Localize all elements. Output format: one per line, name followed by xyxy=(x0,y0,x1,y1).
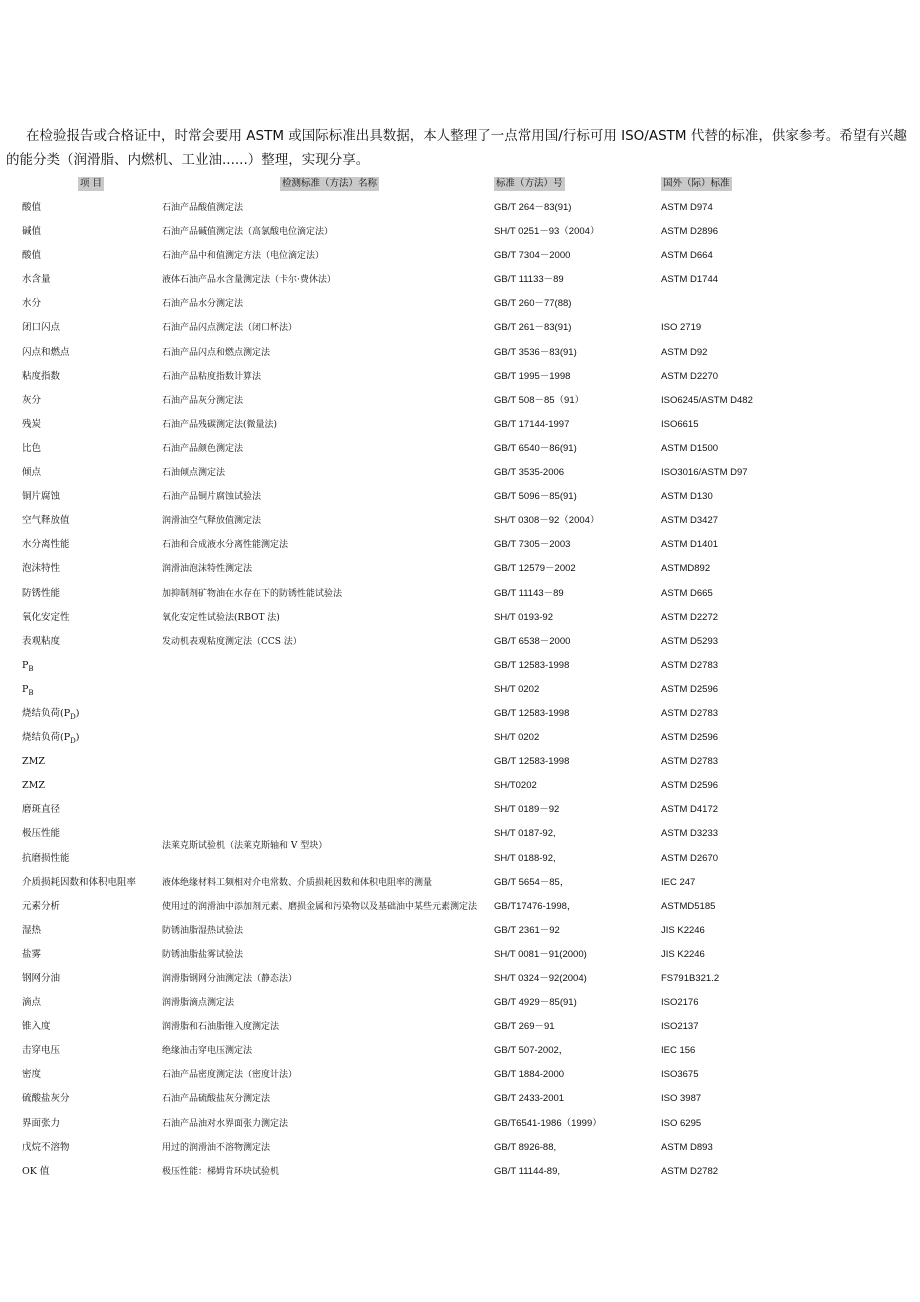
header-foreign-standard: 国外（际）标准 xyxy=(663,178,730,189)
standard-number-cell: GB/T 2433-2001 xyxy=(494,1093,565,1105)
item-cell: 水含量 xyxy=(22,274,51,286)
foreign-standard-cell: IEC 247 xyxy=(661,876,696,888)
item-cell: 磨斑直径 xyxy=(22,804,61,816)
foreign-standard-cell: IEC 156 xyxy=(661,1045,696,1057)
method-name-cell: 石油和合成液水分离性能测定法 xyxy=(162,540,289,551)
standard-number-cell: GB/T 11144-89, xyxy=(494,1165,561,1177)
item-cell: 界面张力 xyxy=(22,1117,61,1129)
foreign-standard-cell: ASTM D3427 xyxy=(661,515,719,527)
item-cell: ZMZ xyxy=(22,780,45,792)
foreign-standard-cell: ASTM D2596 xyxy=(661,780,719,792)
foreign-standard-cell: ASTM D893 xyxy=(661,1141,713,1153)
standard-number-cell: SH/T 0324－92(2004) xyxy=(494,973,587,984)
method-name-cell: 使用过的润滑油中添加剂元素、磨损金属和污染物以及基础油中某些元素测定法 xyxy=(162,901,478,912)
standard-number-cell: GB/T 507-2002， xyxy=(494,1045,569,1057)
method-name-cell: 石油产品密度测定法（密度计法） xyxy=(162,1070,298,1081)
method-name-cell: 润滑脂滴点测定法 xyxy=(162,998,235,1009)
table-row xyxy=(0,1015,920,1039)
standard-number-cell: GB/T 3535-2006 xyxy=(494,467,565,479)
item-cell: 烧结负荷$(P_D)$ xyxy=(22,732,80,745)
table-row xyxy=(0,389,920,413)
table-row xyxy=(0,461,920,485)
foreign-standard-cell: ASTM D974 xyxy=(661,202,713,213)
standard-number-cell: GB/T 12579－2002 xyxy=(494,563,576,575)
method-name-cell: 石油产品粘度指数计算法 xyxy=(162,371,262,382)
table-row xyxy=(0,702,920,726)
table-row xyxy=(0,1136,920,1160)
foreign-standard-cell: FS791B321.2 xyxy=(661,973,720,984)
table-row xyxy=(0,268,920,292)
item-cell: 水分离性能 xyxy=(22,539,70,551)
method-name-cell: 润滑油空气释放值测定法 xyxy=(162,516,262,527)
foreign-standard-cell: ISO2137 xyxy=(661,1021,699,1033)
foreign-standard-cell: ASTM D2783 xyxy=(661,659,719,671)
table-row xyxy=(0,557,920,581)
standard-number-cell: SH/T 0187-92, xyxy=(494,828,556,840)
foreign-standard-cell: ASTM D2272 xyxy=(661,611,719,623)
table-row xyxy=(0,847,920,871)
item-cell: $P_B$ xyxy=(22,659,34,673)
standard-number-cell: GB/T 17144-1997 xyxy=(494,418,570,430)
standard-number-cell: GB/T 12583-1998 xyxy=(494,659,570,671)
standard-number-cell: SH/T 0202 xyxy=(494,683,540,695)
foreign-standard-cell: ASTM D2783 xyxy=(661,707,719,719)
table-row xyxy=(0,871,920,895)
standard-number-cell: SH/T 0188-92, xyxy=(494,852,556,864)
table-row xyxy=(0,726,920,750)
standard-number-cell: GB/T 261－83(91) xyxy=(494,322,572,334)
standard-number-cell: SH/T 0081－91(2000) xyxy=(494,948,587,960)
table-row xyxy=(0,750,920,774)
table-row xyxy=(0,1160,920,1184)
method-name-cell: 石油产品颜色测定法 xyxy=(162,443,244,454)
foreign-standard-cell: ASTM D665 xyxy=(661,587,713,599)
foreign-standard-cell: ISO3675 xyxy=(661,1069,699,1081)
method-name-cell: 润滑油泡沫特性测定法 xyxy=(162,564,253,575)
standard-number-cell: GB/T 269－91 xyxy=(494,1021,555,1033)
foreign-standard-cell: ASTM D2596 xyxy=(661,732,719,744)
table-row xyxy=(0,533,920,557)
standard-number-cell: GB/T 6540－86(91) xyxy=(494,442,577,454)
item-cell: 酸值 xyxy=(22,250,42,262)
item-cell: 击穿电压 xyxy=(22,1045,61,1057)
item-cell: 盐雾 xyxy=(22,948,42,960)
table-row xyxy=(0,606,920,630)
standard-number-cell: GB/T 3536－83(91) xyxy=(494,346,577,358)
foreign-standard-cell: ASTM D2596 xyxy=(661,683,719,695)
item-cell: 防锈性能 xyxy=(22,587,61,599)
item-cell: 表观粘度 xyxy=(22,635,61,647)
table-row xyxy=(0,774,920,798)
item-cell: 抗磨损性能 xyxy=(22,852,70,864)
item-cell: 硫酸盐灰分 xyxy=(22,1093,70,1105)
method-name-cell: 液体石油产品水含量测定法（卡尔·费休法） xyxy=(162,275,336,286)
standards-table xyxy=(0,196,920,1184)
method-name-cell: 绝缘油击穿电压测定法 xyxy=(162,1046,253,1057)
item-cell: 空气释放值 xyxy=(22,515,70,527)
standard-number-cell: GB/T6541-1986（1999） xyxy=(494,1117,602,1129)
method-name-cell: 极压性能：梯姆肯环块试验机 xyxy=(162,1166,280,1177)
table-row xyxy=(0,654,920,678)
foreign-standard-cell: ASTM D2896 xyxy=(661,226,719,238)
method-name-cell: 润滑脂和石油脂锥入度测定法 xyxy=(162,1022,280,1033)
method-name-cell: 石油产品残碳测定法(微量法) xyxy=(162,419,278,430)
foreign-standard-cell: JIS K2246 xyxy=(661,948,705,960)
method-name-cell: 加抑制剂矿物油在水存在下的防锈性能试验法 xyxy=(162,588,343,599)
intro-paragraph: 在检验报告或合格证中，时常会要用 ASTM 或国际标准出具数据，本人整理了一点常用国/行标可用 ISO/ASTM 代替的标准，供家参考。希望有兴趣的能分类（润滑脂、内燃机、工业油......）整理，实现分享。 xyxy=(6,128,907,168)
standard-number-cell: SH/T 0251－93（2004） xyxy=(494,226,600,238)
item-cell: 锥入度 xyxy=(22,1021,51,1033)
item-cell: 铜片腐蚀 xyxy=(22,491,61,503)
item-cell: 闭口闪点 xyxy=(22,322,61,334)
table-row xyxy=(0,1112,920,1136)
table-row xyxy=(0,365,920,389)
standard-number-cell: GB/T 8926-88, xyxy=(494,1141,557,1153)
method-name-cell: 石油产品硫酸盐灰分测定法 xyxy=(162,1094,271,1105)
item-cell: 戊烷不溶物 xyxy=(22,1141,70,1153)
method-name-cell: 润滑脂钢网分油测定法（静态法） xyxy=(162,974,298,984)
table-row xyxy=(0,991,920,1015)
foreign-standard-cell: ISO3016/ASTM D97 xyxy=(661,467,748,479)
item-cell: 水分 xyxy=(22,298,42,310)
foreign-standard-cell: ISO2176 xyxy=(661,997,699,1009)
foreign-standard-cell: ASTM D3233 xyxy=(661,828,719,840)
method-name-cell: 石油产品水分测定法 xyxy=(162,299,244,310)
table-row xyxy=(0,196,920,220)
table-row xyxy=(0,895,920,919)
item-cell: 极压性能 xyxy=(22,828,61,840)
standard-number-cell: GB/T 4929－85(91) xyxy=(494,997,577,1009)
table-row xyxy=(0,943,920,967)
table-row xyxy=(0,1087,920,1111)
item-cell: 烧结负荷$(P_D)$ xyxy=(22,707,80,721)
item-cell: 湿热 xyxy=(22,924,42,936)
method-name-cell: 石油倾点测定法 xyxy=(162,468,226,479)
table-row xyxy=(0,413,920,437)
standard-number-cell: GB/T 11133－89 xyxy=(494,274,564,286)
item-cell: ZMZ xyxy=(22,756,45,768)
item-cell: $P_B$ xyxy=(22,683,34,697)
foreign-standard-cell: ASTM D2782 xyxy=(661,1165,719,1177)
method-name-cell: 氧化安定性试验法(RBOT 法) xyxy=(162,612,280,623)
item-cell: 碱值 xyxy=(22,226,42,238)
item-cell: 酸值 xyxy=(22,202,42,213)
standard-number-cell: GB/T 11143－89 xyxy=(494,587,564,599)
item-cell: 氧化安定性 xyxy=(22,611,70,623)
standard-number-cell: GB/T 1884-2000 xyxy=(494,1069,565,1081)
table-row xyxy=(0,798,920,822)
foreign-standard-cell: ISO6245/ASTM D482 xyxy=(661,394,753,406)
table-row xyxy=(0,967,920,991)
method-name-cell: 防锈油脂盐雾试验法 xyxy=(162,949,244,960)
standard-number-cell: GB/T 7304－2000 xyxy=(494,250,571,262)
method-name-cell: 石油产品酸值测定法 xyxy=(162,203,244,213)
header-method-name: 检测标准（方法）名称 xyxy=(282,178,378,189)
method-name-cell: 石油产品闪点测定法（闭口杯法） xyxy=(162,323,298,334)
standard-number-cell: SH/T 0189－92 xyxy=(494,804,560,816)
table-row xyxy=(0,509,920,533)
item-cell: 泡沫特性 xyxy=(22,563,61,575)
foreign-standard-cell: ASTM D664 xyxy=(661,250,713,262)
foreign-standard-cell: ASTM D1744 xyxy=(661,274,719,286)
foreign-standard-cell: ASTM D1401 xyxy=(661,539,719,551)
standard-number-cell: SH/T 0308－92（2004） xyxy=(494,515,600,527)
table-row xyxy=(0,630,920,654)
item-cell: OK 值 xyxy=(22,1165,50,1177)
foreign-standard-cell: ASTM D2670 xyxy=(661,852,719,864)
table-row xyxy=(0,437,920,461)
header-standard-number: 标准（方法）号 xyxy=(496,178,563,189)
method-name-cell: 石油产品油对水界面张力测定法 xyxy=(162,1118,289,1129)
standard-number-cell: GB/T 12583-1998 xyxy=(494,756,570,768)
table-row xyxy=(0,341,920,365)
item-cell: 元素分析 xyxy=(22,900,61,912)
method-name-cell: 石油产品灰分测定法 xyxy=(162,395,244,406)
foreign-standard-cell: ASTM D1500 xyxy=(661,442,719,454)
foreign-standard-cell: ASTM D92 xyxy=(661,346,708,358)
method-name-cell: 防锈油脂湿热试验法 xyxy=(162,925,244,936)
table-row xyxy=(0,919,920,943)
standard-number-cell: SH/T 0193-92 xyxy=(494,611,553,623)
table-row xyxy=(0,316,920,340)
foreign-standard-cell: ASTM D4172 xyxy=(661,804,719,816)
table-row xyxy=(0,485,920,509)
standard-number-cell: GB/T 264－83(91) xyxy=(494,202,572,213)
method-name-cell: 发动机表观粘度测定法（CCS 法） xyxy=(162,636,302,647)
foreign-standard-cell: ASTM D130 xyxy=(661,491,713,503)
foreign-standard-cell: ISO 6295 xyxy=(661,1117,702,1129)
table-row xyxy=(0,678,920,702)
foreign-standard-cell: ASTMD892 xyxy=(661,563,711,575)
method-name-cell: 石油产品铜片腐蚀试验法 xyxy=(162,492,262,503)
item-cell: 倾点 xyxy=(22,467,42,479)
table-row xyxy=(0,1063,920,1087)
standard-number-cell: GB/T 6538－2000 xyxy=(494,635,571,647)
method-name-cell: 石油产品闪点和燃点测定法 xyxy=(162,347,271,358)
standard-number-cell: SH/T0202 xyxy=(494,780,537,792)
item-cell: 残炭 xyxy=(22,418,42,430)
standard-number-cell: GB/T17476-1998， xyxy=(494,900,577,912)
method-name-cell: 石油产品碱值测定法（高氯酸电位滴定法） xyxy=(162,227,334,238)
item-cell: 介质损耗因数和体积电阻率 xyxy=(22,876,137,888)
item-cell: 闪点和燃点 xyxy=(22,346,70,358)
table-row xyxy=(0,292,920,316)
method-name-cell: 液体绝缘材料工频相对介电常数、介质损耗因数和体积电阻率的测量 xyxy=(162,877,433,888)
standard-number-cell: GB/T 2361－92 xyxy=(494,924,560,936)
header-item: 项 目 xyxy=(80,178,103,189)
standard-number-cell: GB/T 5654－85， xyxy=(494,876,570,888)
item-cell: 滴点 xyxy=(22,997,42,1009)
standard-number-cell: SH/T 0202 xyxy=(494,732,540,744)
table-row xyxy=(0,822,920,846)
foreign-standard-cell: ISO 3987 xyxy=(661,1093,702,1105)
foreign-standard-cell: ASTM D5293 xyxy=(661,635,719,647)
foreign-standard-cell: ASTM D2270 xyxy=(661,370,719,382)
standard-number-cell: GB/T 12583-1998 xyxy=(494,707,570,719)
foreign-standard-cell: ISO6615 xyxy=(661,418,699,430)
table-row xyxy=(0,220,920,244)
standard-number-cell: GB/T 1995－1998 xyxy=(494,370,571,382)
table-row xyxy=(0,582,920,606)
item-cell: 比色 xyxy=(22,442,42,454)
item-cell: 密度 xyxy=(22,1069,42,1081)
item-cell: 粘度指数 xyxy=(22,370,61,382)
foreign-standard-cell: JIS K2246 xyxy=(661,924,705,936)
merged-method-cell: 法莱克斯试验机（法莱克斯轴和 V 型块） xyxy=(162,841,328,851)
foreign-standard-cell: ASTM D2783 xyxy=(661,756,719,768)
method-name-cell: 用过的润滑油不溶物测定法 xyxy=(162,1142,271,1153)
foreign-standard-cell: ISO 2719 xyxy=(661,322,702,334)
standard-number-cell: GB/T 5096－85(91) xyxy=(494,491,577,503)
table-row xyxy=(0,1039,920,1063)
standard-number-cell: GB/T 508－85（91） xyxy=(494,394,585,406)
standard-number-cell: GB/T 7305－2003 xyxy=(494,539,571,551)
table-row xyxy=(0,244,920,268)
item-cell: 灰分 xyxy=(22,394,42,406)
item-cell: 钢网分油 xyxy=(22,973,61,984)
standard-number-cell: GB/T 260－77(88) xyxy=(494,298,572,310)
method-name-cell: 石油产品中和值测定方法（电位滴定法） xyxy=(162,251,325,262)
foreign-standard-cell: ASTMD5185 xyxy=(661,900,716,912)
